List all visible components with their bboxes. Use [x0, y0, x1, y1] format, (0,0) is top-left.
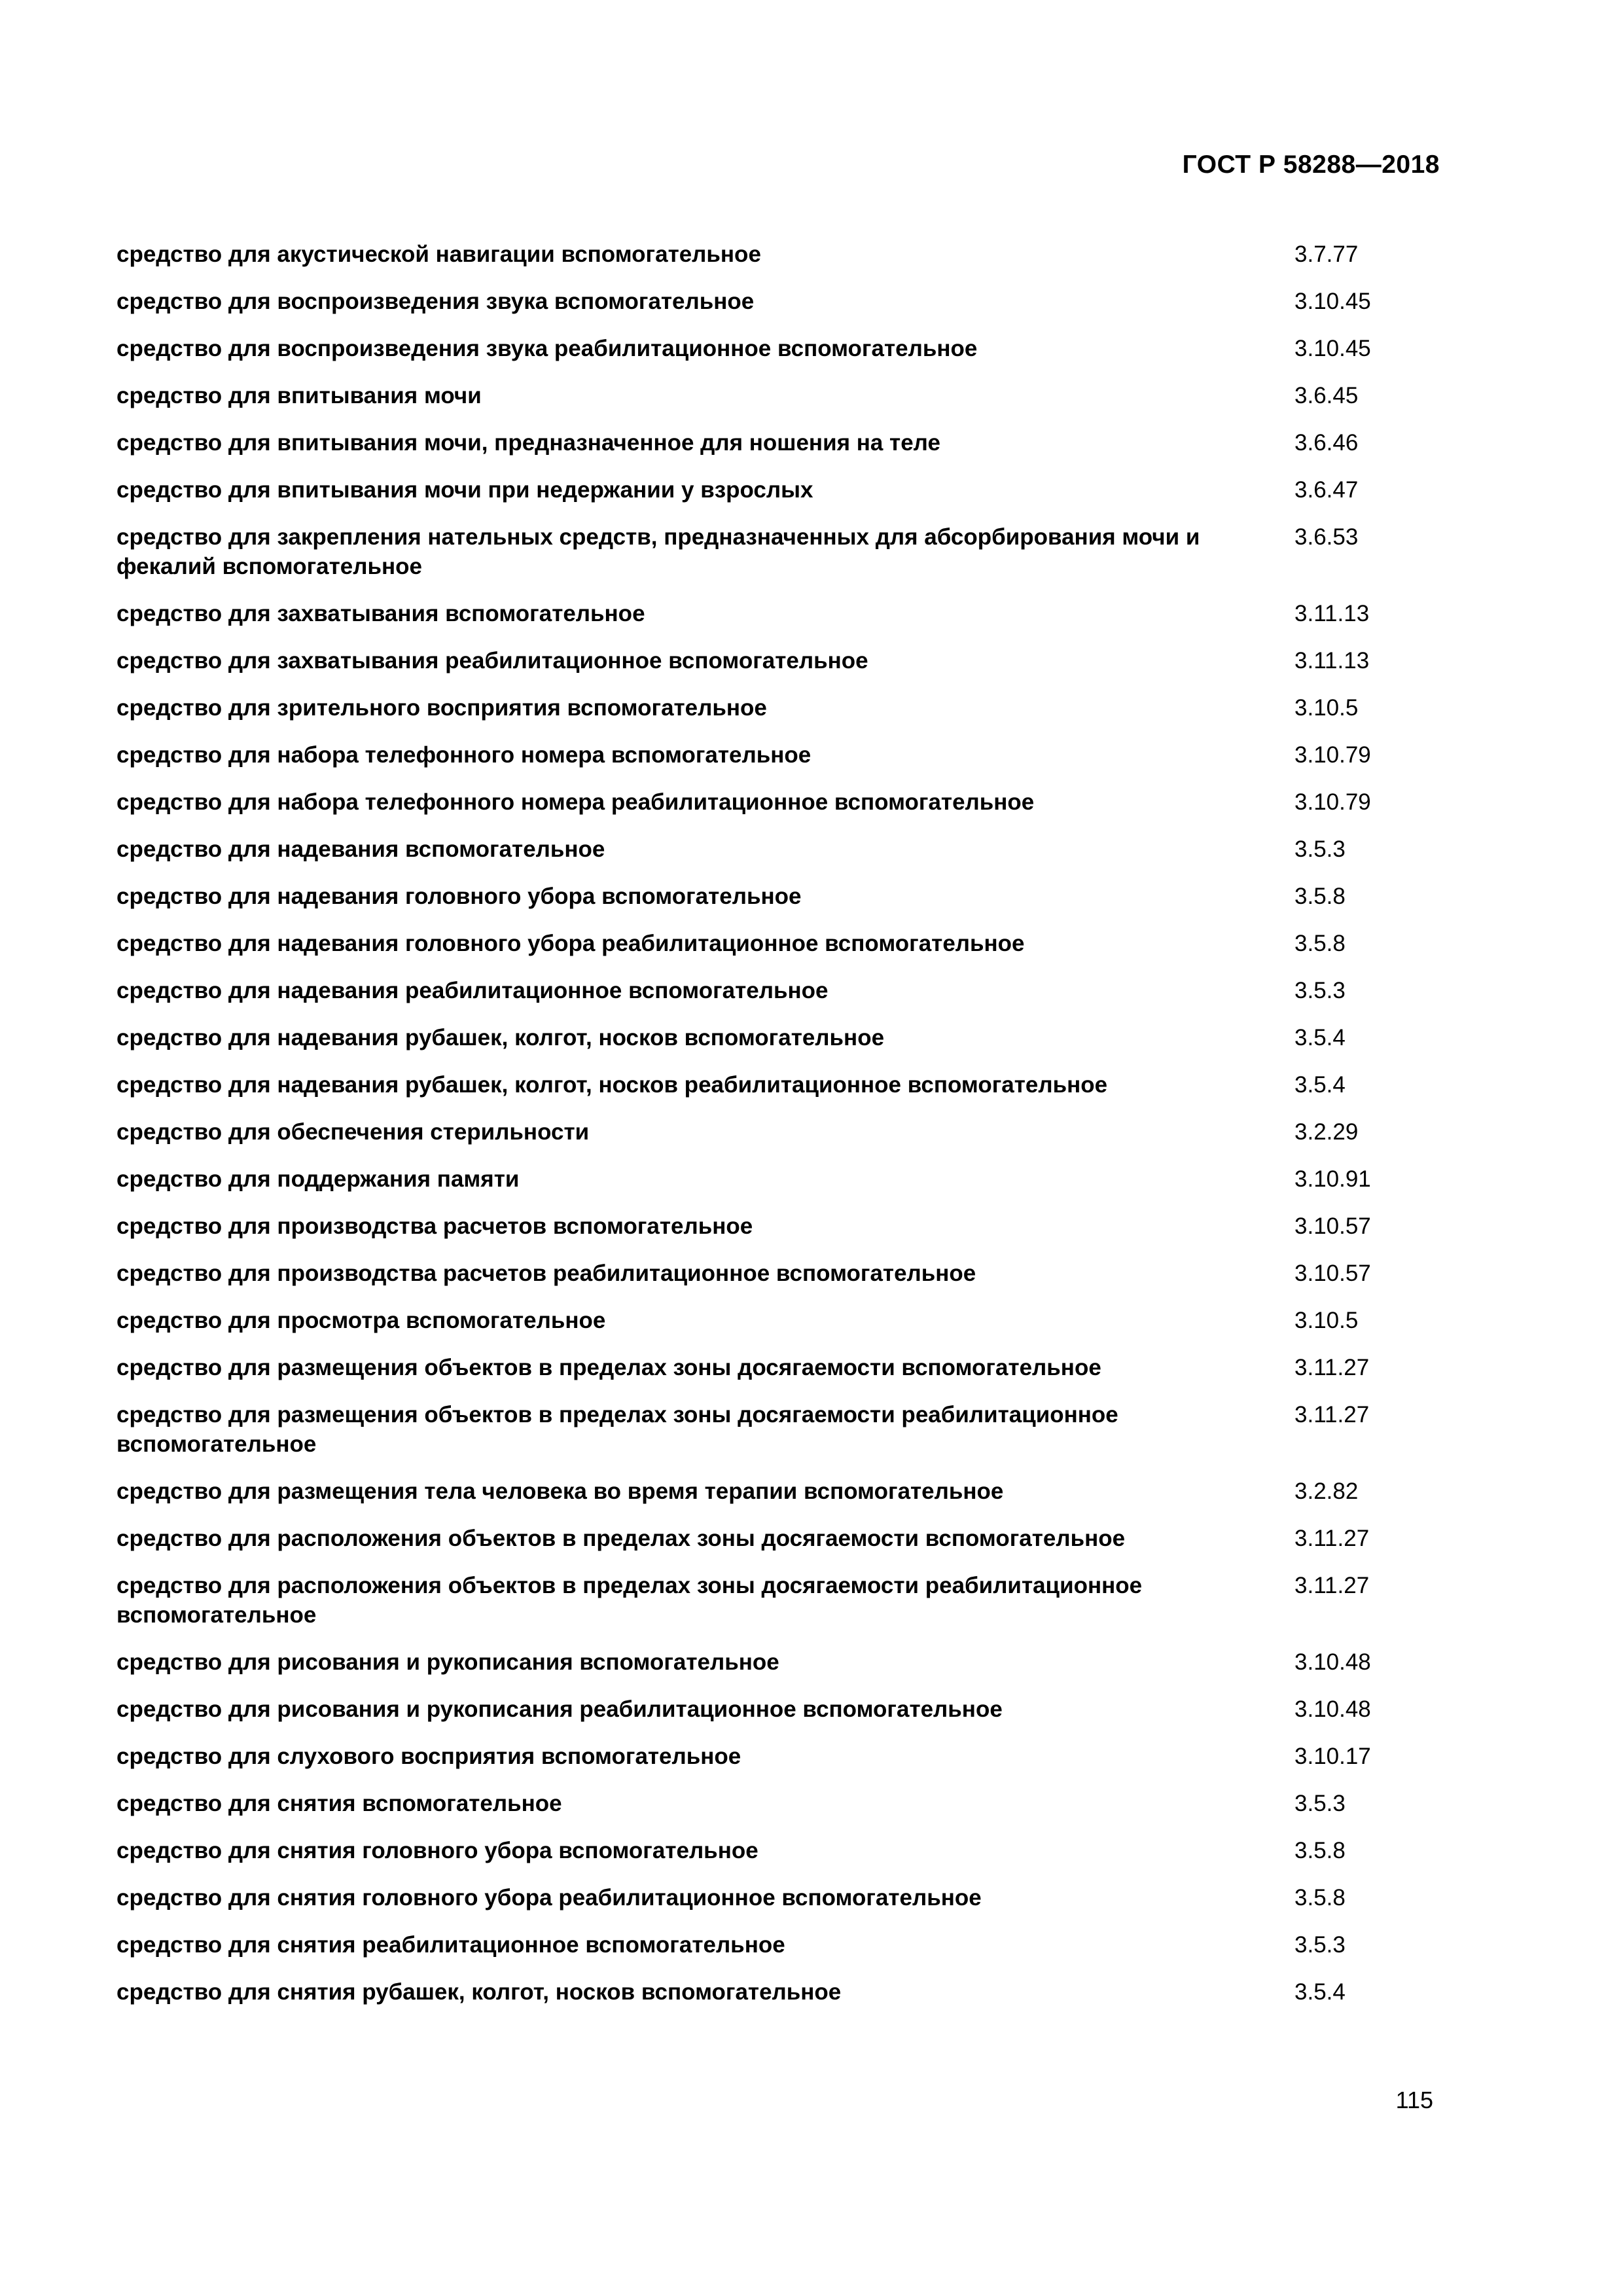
- document-code: ГОСТ Р 58288—2018: [1182, 151, 1440, 179]
- index-reference: 3.10.5: [1294, 695, 1359, 721]
- index-row: [116, 1164, 1458, 1194]
- page-number: 115: [1395, 2087, 1433, 2113]
- index-term: средство для снятия головного убора вспомогательное: [116, 1838, 758, 1863]
- index-row: [116, 1571, 1458, 1630]
- index-reference: 3.11.13: [1294, 601, 1370, 626]
- index-reference: 3.10.57: [1294, 1213, 1371, 1239]
- index-term: средство для закрепления нательных средств, предназначенных для абсорбирования мочи и фекалий вспомогательное: [116, 524, 1200, 579]
- index-term: средство для надевания головного убора реабилитационное вспомогательное: [116, 931, 1025, 956]
- index-term: средство для захватывания вспомогательное: [116, 601, 645, 626]
- index-term: средство для впитывания мочи: [116, 383, 482, 408]
- index-term: средство для размещения объектов в пределах зоны досягаемости реабилитационное вспомогательное: [116, 1402, 1118, 1457]
- term-index-list: [116, 240, 1458, 2024]
- index-reference: 3.5.3: [1294, 1791, 1346, 1816]
- index-row: [116, 1353, 1458, 1382]
- index-reference: 3.10.5: [1294, 1308, 1359, 1333]
- index-term: средство для поддержания памяти: [116, 1166, 520, 1192]
- index-row: [116, 1789, 1458, 1818]
- index-term: средство для надевания рубашек, колгот, носков вспомогательное: [116, 1025, 885, 1050]
- index-reference: 3.6.46: [1294, 430, 1359, 456]
- index-row: [116, 1883, 1458, 1912]
- index-reference: 3.11.27: [1294, 1402, 1370, 1427]
- index-row: [116, 381, 1458, 410]
- index-term: средство для расположения объектов в пределах зоны досягаемости вспомогательное: [116, 1526, 1126, 1551]
- index-row: [116, 1211, 1458, 1241]
- index-row: [116, 1524, 1458, 1553]
- index-row: [116, 1742, 1458, 1771]
- index-term: средство для слухового восприятия вспомогательное: [116, 1744, 741, 1769]
- index-term: средство для снятия рубашек, колгот, носков вспомогательное: [116, 1979, 842, 2005]
- index-reference: 3.11.27: [1294, 1526, 1370, 1551]
- index-reference: 3.10.91: [1294, 1166, 1371, 1192]
- index-term: средство для рисования и рукописания вспомогательное: [116, 1649, 779, 1675]
- index-reference: 3.6.53: [1294, 524, 1359, 550]
- index-row: [116, 1477, 1458, 1506]
- index-term: средство для надевания реабилитационное вспомогательное: [116, 978, 829, 1003]
- index-reference: 3.6.47: [1294, 477, 1359, 503]
- index-reference: 3.10.79: [1294, 789, 1371, 815]
- index-term: средство для зрительного восприятия вспомогательное: [116, 695, 767, 721]
- index-row: [116, 882, 1458, 911]
- index-reference: 3.10.45: [1294, 289, 1371, 314]
- index-reference: 3.5.4: [1294, 1979, 1346, 2005]
- index-row: [116, 334, 1458, 363]
- index-row: [116, 1117, 1458, 1147]
- index-term: средство для набора телефонного номера реабилитационное вспомогательное: [116, 789, 1035, 815]
- index-term: средство для производства расчетов реабилитационное вспомогательное: [116, 1261, 976, 1286]
- index-reference: 3.2.82: [1294, 1479, 1359, 1504]
- index-reference: 3.10.57: [1294, 1261, 1371, 1286]
- index-term: средство для надевания вспомогательное: [116, 836, 605, 862]
- index-reference: 3.5.8: [1294, 1885, 1346, 1910]
- index-reference: 3.2.29: [1294, 1119, 1359, 1145]
- index-row: [116, 522, 1458, 581]
- index-row: [116, 1977, 1458, 2007]
- index-row: [116, 1836, 1458, 1865]
- index-reference: 3.7.77: [1294, 242, 1359, 267]
- index-row: [116, 976, 1458, 1005]
- index-reference: 3.10.45: [1294, 336, 1371, 361]
- index-row: [116, 475, 1458, 505]
- index-term: средство для снятия головного убора реабилитационное вспомогательное: [116, 1885, 982, 1910]
- index-term: средство для надевания головного убора вспомогательное: [116, 884, 802, 909]
- index-term: средство для акустической навигации вспомогательное: [116, 242, 761, 267]
- index-term: средство для воспроизведения звука реабилитационное вспомогательное: [116, 336, 978, 361]
- index-term: средство для просмотра вспомогательное: [116, 1308, 606, 1333]
- index-term: средство для расположения объектов в пределах зоны досягаемости реабилитационное вспомогательное: [116, 1573, 1143, 1628]
- index-reference: 3.10.17: [1294, 1744, 1371, 1769]
- index-row: [116, 787, 1458, 817]
- index-row: [116, 1695, 1458, 1724]
- index-term: средство для надевания рубашек, колгот, носков реабилитационное вспомогательное: [116, 1072, 1108, 1098]
- index-reference: 3.11.27: [1294, 1355, 1370, 1380]
- index-term: средство для захватывания реабилитационное вспомогательное: [116, 648, 868, 673]
- index-row: [116, 740, 1458, 770]
- index-reference: 3.11.27: [1294, 1573, 1370, 1598]
- index-term: средство для производства расчетов вспомогательное: [116, 1213, 753, 1239]
- index-reference: 3.5.3: [1294, 1932, 1346, 1958]
- index-reference: 3.5.8: [1294, 931, 1346, 956]
- index-row: [116, 646, 1458, 675]
- index-reference: 3.10.48: [1294, 1649, 1371, 1675]
- index-row: [116, 1306, 1458, 1335]
- index-row: [116, 287, 1458, 316]
- index-term: средство для размещения тела человека во время терапии вспомогательное: [116, 1479, 1004, 1504]
- index-row: [116, 929, 1458, 958]
- index-reference: 3.5.4: [1294, 1025, 1346, 1050]
- index-row: [116, 693, 1458, 723]
- index-reference: 3.11.13: [1294, 648, 1370, 673]
- index-row: [116, 1023, 1458, 1052]
- index-row: [116, 1070, 1458, 1100]
- index-row: [116, 1400, 1458, 1459]
- index-row: [116, 834, 1458, 864]
- index-row: [116, 1647, 1458, 1677]
- index-reference: 3.5.8: [1294, 1838, 1346, 1863]
- index-reference: 3.5.3: [1294, 978, 1346, 1003]
- index-reference: 3.6.45: [1294, 383, 1359, 408]
- index-reference: 3.10.48: [1294, 1696, 1371, 1722]
- index-term: средство для снятия вспомогательное: [116, 1791, 562, 1816]
- index-term: средство для размещения объектов в пределах зоны досягаемости вспомогательное: [116, 1355, 1101, 1380]
- index-term: средство для впитывания мочи, предназначенное для ношения на теле: [116, 430, 940, 456]
- index-reference: 3.5.4: [1294, 1072, 1346, 1098]
- index-row: [116, 599, 1458, 628]
- index-term: средство для впитывания мочи при недержании у взрослых: [116, 477, 813, 503]
- index-row: [116, 1259, 1458, 1288]
- index-reference: 3.5.3: [1294, 836, 1346, 862]
- index-term: средство для обеспечения стерильности: [116, 1119, 590, 1145]
- index-reference: 3.5.8: [1294, 884, 1346, 909]
- index-row: [116, 428, 1458, 457]
- index-row: [116, 1930, 1458, 1960]
- index-term: средство для набора телефонного номера вспомогательное: [116, 742, 812, 768]
- index-term: средство для рисования и рукописания реабилитационное вспомогательное: [116, 1696, 1003, 1722]
- index-row: [116, 240, 1458, 269]
- index-term: средство для воспроизведения звука вспомогательное: [116, 289, 755, 314]
- index-term: средство для снятия реабилитационное вспомогательное: [116, 1932, 785, 1958]
- index-reference: 3.10.79: [1294, 742, 1371, 768]
